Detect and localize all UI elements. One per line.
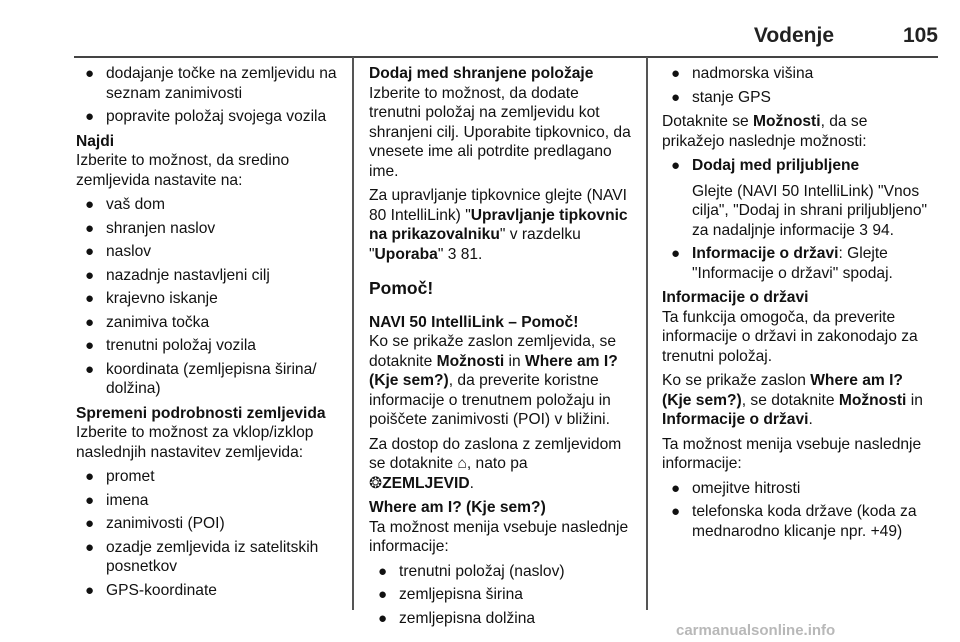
section-heading-najdi: Najdi bbox=[76, 132, 115, 150]
column-1 bbox=[76, 64, 344, 605]
bullet-icon: ● bbox=[671, 503, 681, 520]
page-ref-icon: 3 bbox=[447, 245, 461, 263]
bullet-icon: ● bbox=[85, 196, 95, 213]
section-heading-pomoc: Pomoč! bbox=[369, 278, 434, 298]
bullet-icon: ● bbox=[671, 479, 681, 497]
column-2 bbox=[369, 64, 635, 633]
page-title: Vodenje bbox=[753, 24, 834, 47]
page-ref-icon: 3 bbox=[859, 221, 873, 239]
bullet-icon: ● bbox=[85, 491, 95, 509]
list-item: ● Informacije o državi: Glejte "Informacije o državi" spodaj. bbox=[671, 245, 893, 282]
paragraph: Ta funkcija omogoča, da preverite informacije o državi in zakonodajo za trenutni položaj. bbox=[662, 308, 918, 365]
page-number: 105 bbox=[902, 24, 938, 47]
subsection-heading-navi50: NAVI 50 IntelliLink – Pomoč! bbox=[369, 313, 579, 331]
bullet-icon: ● bbox=[85, 290, 95, 307]
watermark: carmanualsonline.info bbox=[676, 622, 836, 639]
list-item: ● trenutni položaj (naslov) bbox=[378, 562, 565, 580]
bullet-list bbox=[369, 562, 635, 629]
bullet-icon: ● bbox=[85, 219, 95, 237]
bullet-icon: ● bbox=[671, 88, 681, 106]
column-divider-2 bbox=[646, 57, 648, 610]
subsection-heading-where: Where am I? (Kje sem?) bbox=[369, 499, 546, 516]
list-item: ● zemljepisna širina bbox=[378, 586, 523, 603]
column-3 bbox=[662, 64, 932, 546]
paragraph: Dotaknite se Možnosti, da se prikažejo naslednje možnosti: bbox=[662, 113, 868, 150]
column-divider-1 bbox=[352, 57, 354, 610]
list-item: ● zemljepisna dolžina bbox=[378, 609, 536, 627]
bullet-list bbox=[662, 156, 932, 283]
bullet-list bbox=[662, 64, 932, 107]
list-item: ● GPS-koordinate bbox=[85, 581, 217, 599]
list-item: ● nazadnje nastavljeni cilj bbox=[85, 266, 270, 284]
paragraph: Izberite to možnost, da dodate trenutni položaj na zemljevidu kot shranjeni cilj. Uporabite tipkovnico, da vnesete ime ali potrdite predlagano ime. bbox=[369, 84, 631, 180]
header-rule bbox=[74, 56, 938, 58]
list-item: ● stanje GPS bbox=[671, 88, 771, 106]
list-item: ● Dodaj med priljubljene Glejte (NAVI 50 IntelliLink) "Vnos cilja", "Dodaj in shrani priljubljeno" za nadaljnje informacije 3 94. bbox=[671, 157, 928, 239]
bullet-list bbox=[76, 467, 344, 600]
list-item: ● vaš dom bbox=[85, 196, 165, 213]
cross-reference-link[interactable]: Uporaba bbox=[374, 245, 438, 263]
bullet-icon: ● bbox=[85, 468, 95, 485]
paragraph: Ko se prikaže zaslon zemljevida, se dotaknite Možnosti in Where am I? (Kje sem?), da preverite koristne informacije o trenutnem položaju in poiščete zanimivosti (POI) v bližini. bbox=[369, 333, 618, 428]
bullet-icon: ● bbox=[671, 245, 681, 262]
bullet-icon: ● bbox=[378, 586, 388, 603]
section-heading-dodaj: Dodaj med shranjene položaje bbox=[369, 65, 594, 82]
list-item: ● zanimivosti (POI) bbox=[85, 515, 225, 532]
list-item: ● imena bbox=[85, 491, 149, 509]
bullet-icon: ● bbox=[85, 313, 95, 331]
list-item: ● naslov bbox=[85, 243, 152, 260]
bullet-icon: ● bbox=[85, 581, 95, 599]
list-item: ● ozadje zemljevida iz satelitskih posnetkov bbox=[85, 538, 319, 575]
bullet-icon: ● bbox=[671, 157, 681, 174]
bullet-icon: ● bbox=[85, 266, 95, 284]
list-item: ● omejitve hitrosti bbox=[671, 479, 801, 497]
bullet-icon: ● bbox=[671, 65, 681, 82]
list-item: ● nadmorska višina bbox=[671, 65, 814, 82]
paragraph: Ta možnost menija vsebuje naslednje informacije: bbox=[662, 435, 922, 472]
globe-icon: ❂ bbox=[369, 474, 383, 492]
list-item: ● telefonska koda države (koda za mednarodno klicanje npr. +49) bbox=[671, 503, 917, 540]
bullet-icon: ● bbox=[85, 337, 95, 354]
paragraph: Za dostop do zaslona z zemljevidom se dotaknite ⌂, nato pa ❂ZEMLJEVID. bbox=[369, 435, 622, 492]
list-item: ● shranjen naslov bbox=[85, 219, 216, 237]
bullet-icon: ● bbox=[85, 360, 95, 378]
bullet-list bbox=[76, 64, 344, 127]
list-item: ● popravite položaj svojega vozila bbox=[85, 108, 327, 125]
list-item: ● zanimiva točka bbox=[85, 313, 210, 331]
section-heading-spremeni: Spremeni podrobnosti zemljevida bbox=[76, 404, 326, 422]
bullet-icon: ● bbox=[85, 515, 95, 532]
list-item: ● krajevno iskanje bbox=[85, 290, 218, 307]
cross-reference-link[interactable]: Upravljanje tipkovnic na prikazovalniku bbox=[369, 206, 628, 243]
list-item: ● trenutni položaj vozila bbox=[85, 337, 256, 354]
paragraph: Ko se prikaže zaslon Where am I? (Kje sem?), se dotaknite Možnosti in Informacije o državi. bbox=[662, 372, 923, 428]
section-heading-informacije: Informacije o državi bbox=[662, 289, 809, 306]
list-item: ● koordinata (zemljepisna širina/ dolžina) bbox=[85, 360, 317, 397]
bullet-icon: ● bbox=[378, 609, 388, 627]
bullet-icon: ● bbox=[85, 108, 95, 125]
bullet-icon: ● bbox=[85, 65, 95, 82]
paragraph: Izberite to možnost, da sredino zemljevida nastavite na: bbox=[76, 152, 290, 189]
paragraph: Izberite to možnost za vklop/izklop naslednjih nastavitev zemljevida: bbox=[76, 424, 314, 461]
home-icon: ⌂ bbox=[457, 455, 467, 472]
list-item: ● dodajanje točke na zemljevidu na seznam zanimivosti bbox=[85, 65, 337, 102]
bullet-icon: ● bbox=[85, 538, 95, 556]
paragraph: Ta možnost menija vsebuje naslednje informacije: bbox=[369, 518, 629, 555]
bullet-icon: ● bbox=[378, 562, 388, 580]
page-header bbox=[0, 26, 938, 52]
list-item: ● promet bbox=[85, 468, 155, 485]
bullet-icon: ● bbox=[85, 243, 95, 260]
paragraph-tipkovnica: Za upravljanje tipkovnice glejte (NAVI 80 IntelliLink) "Upravljanje tipkovnic na prikazovalniku" v razdelku "Uporaba" 3 81. bbox=[369, 187, 628, 263]
bullet-list bbox=[662, 479, 932, 542]
bullet-list bbox=[76, 195, 344, 399]
